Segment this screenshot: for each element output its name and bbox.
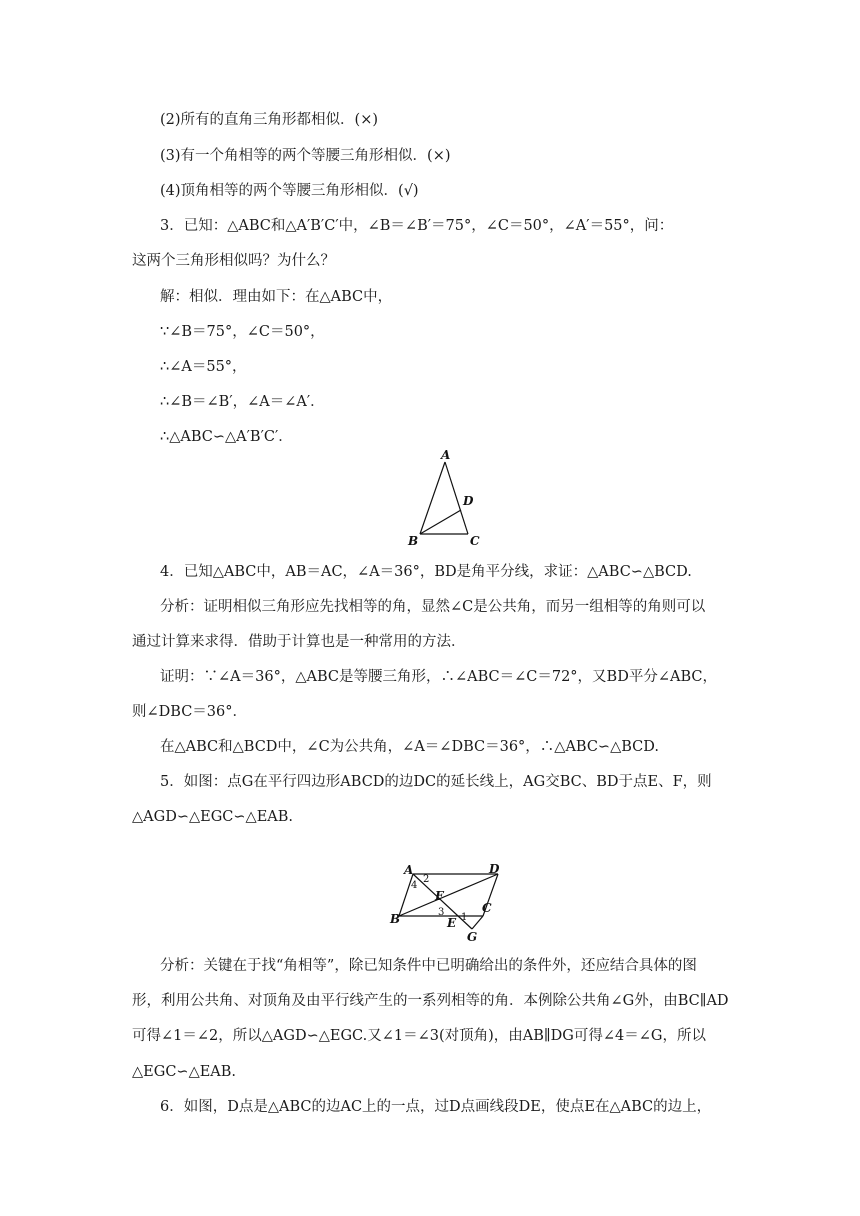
figure-label-c: C (482, 901, 492, 915)
figure-label-a: A (441, 448, 451, 462)
q3-solution-1: 解：相似．理由如下：在△ABC中， (160, 289, 393, 305)
figure-label-d: D (489, 862, 500, 876)
angle-label-4: 4 (411, 880, 418, 891)
q5-analysis-4: △EGC∽△EAB. (132, 1064, 237, 1080)
figure-label-f: F (435, 889, 444, 903)
q3-solution-4: ∴∠B＝∠B′，∠A＝∠A′． (160, 394, 325, 410)
item-4: (4)顶角相等的两个等腰三角形相似．(√) (160, 183, 419, 199)
q3-stem-line2: 这两个三角形相似吗？为什么？ (132, 253, 335, 269)
q4-proof-3: 在△ABC和△BCD中，∠C为公共角，∠A＝∠DBC＝36°，∴△ABC∽△BCD. (160, 739, 659, 755)
angle-label-3: 3 (438, 907, 445, 918)
q5-analysis-1: 分析：关键在于找“角相等”，除已知条件中已明确给出的条件外，还应结合具体的图 (160, 958, 697, 974)
q5-analysis-3: 可得∠1＝∠2，所以△AGD∽△EGC.又∠1＝∠3(对顶角)，由AB∥DG可得∠4＝∠G，所以 (132, 1028, 706, 1044)
figure-label-a: A (404, 863, 414, 877)
q4-proof-1: 证明：∵∠A＝36°，△ABC是等腰三角形，∴∠ABC＝∠C＝72°，又BD平分∠ABC， (160, 669, 717, 685)
figure-label-d: D (463, 494, 474, 508)
q4-stem: 4．已知△ABC中，AB＝AC，∠A＝36°，BD是角平分线，求证：△ABC∽△BCD. (160, 564, 692, 580)
item-3: (3)有一个角相等的两个等腰三角形相似．(×) (160, 148, 451, 164)
triangle-figure (392, 448, 492, 558)
q3-solution-5: ∴△ABC∽△A′B′C′． (160, 429, 293, 445)
figure-label-b: B (408, 534, 419, 548)
angle-label-1: 1 (461, 912, 468, 923)
figure-label-e: E (447, 916, 457, 930)
figure-label-c: C (470, 534, 480, 548)
item-2: (2)所有的直角三角形都相似．(×) (160, 112, 379, 128)
q5-stem-2: △AGD∽△EGC∽△EAB. (132, 809, 294, 825)
q4-proof-2: 则∠DBC＝36°． (132, 704, 247, 720)
q3-stem-line1: 3．已知：△ABC和△A′B′C′中，∠B＝∠B′＝75°，∠C＝50°，∠A′＝55°，问： (160, 218, 674, 234)
q6-stem: 6．如图，D点是△ABC的边AC上的一点，过D点画线段DE，使点E在△ABC的边上， (160, 1099, 712, 1115)
q5-analysis-2: 形，利用公共角、对顶角及由平行线产生的一系列相等的角．本例除公共角∠G外，由BC∥AD (132, 993, 729, 1009)
q5-stem-1: 5．如图：点G在平行四边形ABCD的边DC的延长线上，AG交BC、BD于点E、F，则 (160, 774, 712, 790)
q4-analysis-2: 通过计算来求得．借助于计算也是一种常用的方法． (132, 634, 466, 650)
angle-label-2: 2 (423, 874, 430, 885)
q4-analysis-1: 分析：证明相似三角形应先找相等的角，显然∠C是公共角，而另一组相等的角则可以 (160, 599, 706, 615)
parallelogram-figure (385, 860, 525, 946)
figure-label-g: G (467, 930, 478, 944)
q3-solution-3: ∴∠A＝55°， (160, 359, 247, 375)
q3-solution-2: ∵∠B＝75°，∠C＝50°， (160, 324, 325, 340)
figure-label-b: B (390, 912, 401, 926)
